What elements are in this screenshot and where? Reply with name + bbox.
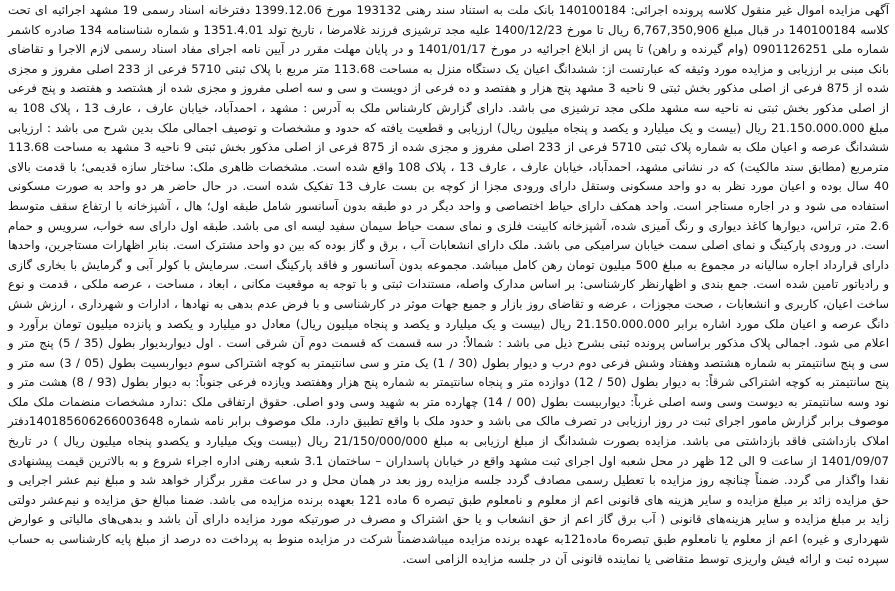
auction-notice-text: آگهی مزایده اموال غیر منقول کلاسه پرونده اجرائی: 140100184 بانک ملت به استناد سند رهنی 193132 مورخ 1399.12.06 دفترخانه اسناد رسمی 19 مشهد اجرائیه ای تحت کلاسه 140100184 در قبال مبلغ 6,767,350,906 ریال تا مورخ 1400/12/23 علیه مجد ترشیزی فرزند غلامرضا ، تاریخ تولد 1351.4.01 و شماره شناسنامه 134 صادره کاشمر شماره ملی 0901126251 (وام گیرنده و راهن) تا پس از ابلاغ اجرائیه در مورخ 1401/01/17 و در پایان مهلت مقرر در آیین نامه اجرای مفاد اسناد رسمی لازم الاجرا و تقاضای بانک مبنی بر ارزیابی و مزایده مورد وثیقه که عبارتست از: ششدانگ اعیان یک دستگاه منزل به مساحت 113.68 متر مربع با پلاک ثبتی 5710 فرعی از 233 اصلی مفروز و مجزی شده از 875 فرعی از اصلی مذکور بخش ثبتی 9 ناحیه 3 مشهد پنج هزار و هفتصد و ده فرعی از دویست و سی و سه اصلی مفروز و مجزی شده از هشتصد و هفتصد و پنج فرعی از اصلی مذکور بخش ثبتی نه ناحیه سه مشهد ملکی مجد ترشیزی می باشد. دارای گزارش کارشناس ملک به آدرس : مشهد ، احمدآباد، خیابان عارف ، عارف 13 ، پلاک 108 به مبلغ 21.150.000.000 ریال (بیست و یک میلیارد و یکصد و پنجاه میلیون ریال) ارزیابی و قطعیت یافته که حدود و مشخصات و توصیف اجمالی ملک بدین شرح می باشد : ارزیابی ششدانگ عرصه و اعیان ملک به شماره پلاک ثبتی 5710 فرعی از 233 اصلی مفروز و مجزی شده از 875 فرعی از اصلی مذکور بخش ثبتی 9 ناحیه 3 مشهد به مساحت 113.68 مترمربع (مطابق سند مالکیت) که در نشانی مشهد، احمدآباد، خیابان عارف ، عارف 13 ، پلاک 108 واقع شده است. مشخصات ظاهری ملک: ساختار سازه قدیمی؛ با قدمت بالای 40 سال بوده و اعیان مورد نظر به دو واحد مسکونی وستقل دارای ورودی مجزا از کوچه بن بست عارف 13 تفکیک شده است. در حال حاضر هر دو واحد به صورت مسکونی استفاده می شود و در اجاره مستاجر است. واحد همکف دارای حیاط اختصاصی و واحد دیگر در دو طبقه بدون آسانسور شامل طبقه اول؛ هال ، آشپزخانه با ارتفاع سقف متوسط 2.6 متر، تراس، دیوارها کاغذ دیواری و رنگ آمیزی شده، آشپزخانه کابینت فلزی و نمای سمت حیاط سیمان سفید لیسه ای می باشد. طبقه اول دارای سه خواب، سرویس و حمام است. در ورودی پارکینگ و نمای اصلی سمت خیابان سرامیکی می باشد. ملک دارای انشعابات آب ، برق و گاز بوده که بین دو واحد مشترک است. بنابر اظهارات مستاجرین، واحدها دارای قرارداد اجاره سالیانه در مجموع به مبلغ 500 میلیون تومان رهن کامل میباشد. مجموعه بدون آسانسور و فاقد پارکینگ است. سرمایش با کولر آبی و گرمایش با بخاری گازی و رادیاتور تامین شده است. جمع بندی و اظهارنظر کارشناسی: بر اساس مدارک واصله، مستندات ثبتی و با توجه به موقعیت مکانی ، ابعاد ، مساحت ، عرصه ملکی ، قدمت و نوع ساخت اعیان، کاربری و انشعابات ، صحت مجوزات ، عرضه و تقاضای روز بازار و جمیع جهات موثر در کارشناسی و با فرض عدم بدهی به نهادها ، ادارات و شهرداری ، ارزش شش دانگ عرصه و اعیان ملک مورد اشاره برابر 21.150.000.000 ریال (بیست و یک میلیارد و یکصد و پنجاه میلیون ریال) معادل دو میلیارد و یکصد و پانزده میلیون تومان برآورد و اعلام می شود. اجمالی پلاک مذکور براساس پرونده ثبتی بشرح ذیل می باشد : شمالاً: در سه قسمت که قسمت دوم آن شرقی است . اول دیواربدیوار بطول (35 / 5) پنج متر و سی و پنج سانتیمتر به شماره هشتصد وهفتاد وشش فرعی دوم درب و دیوار بطول (30 / 1) یک متر و سی سانتیمتر به کوچه اشتراکی سوم دیواربسیت بطول (05 / 3) سه متر و پنج سانتیمتر به کوچه اشتراکی شرقاً: به دیوار بطول (50 / 12) دوازده متر و پنجاه سانتیمتر به شماره پنج هزار وهفتصد ویازده فرعی جنوباً: به دیوار بطول (93 / 8) هشت متر و نود وسه سانتیمتر به دیوست وسی وسه اصلی غرباً: دیواربیست بطول (00 / 14) چهارده متر به شهید وسی ودو اصلی. حقوق ارتفاقی ملک :ندارد مشخصات منضمات ملک ملک موصوف برابر گزارش مامور اجرای ثبت در روز ارزیابی در تصرف مالک می باشد و حدود ملک با واقع تطبیق دارد. ملک موصوف برابر نامه شماره 140185606266003648دفتر املاک بازداشتی فاقد بازداشتی می باشد. مزایده بصورت ششدانگ از مبلغ ارزیابی به مبلغ 21/150/000/000 ریال (بیست ویک میلیارد و یکصدو پنجاه میلیون ریال ) در تاریخ 1401/09/07 از ساعت 9 الی 12 ظهر در محل شعبه اول اجرای ثبت مشهد واقع در خیابان پاسداران – ساختمان 3.1 شعبه رهنی اداره اجراء شروع و به بالاترین قیمت پیشنهادی نقدا واگذار می گردد. ضمناً چنانچه روز مزایده با تعطیل رسمی مصادف گردد جلسه مزایده روز بعد در همان محل و در ساعت مقرر برگزار خواهد شد و مبلغ نیم عشر اجرایی و حق مزایده زائد بر مبلغ مزایده و سایر هزینه های قانونی اعم از معلوم و نامعلوم طبق تبصره 6 ماده 121 بعهده برنده مزایده می باشد. ضمنا مبالغ حق مزایده و نیم‌عشر دولتی زاید بر مبلغ مزایده و سایر هزینه‌های قانونی ( آب برق گاز اعم از حق انشعاب و یا حق اشتراک و مصرف در صورتیکه مورد مزایده دارای آن باشد و بدهی‌های مالیاتی و عوارض شهرداری و غیره) اعم از معلوم یا نامعلوم طبق تبصره6 ماده121به عهده برنده مزایده میباشدضمناً شرکت در مزایده منوط به پرداخت ده درصد از مبلغ پایه کارشناسی به حساب سپرده ثبت و ارائه فیش واریزی توسط متقاضی یا نماینده قانونی آن در جلسه مزایده الزامی است. xyxy=(8,3,890,566)
